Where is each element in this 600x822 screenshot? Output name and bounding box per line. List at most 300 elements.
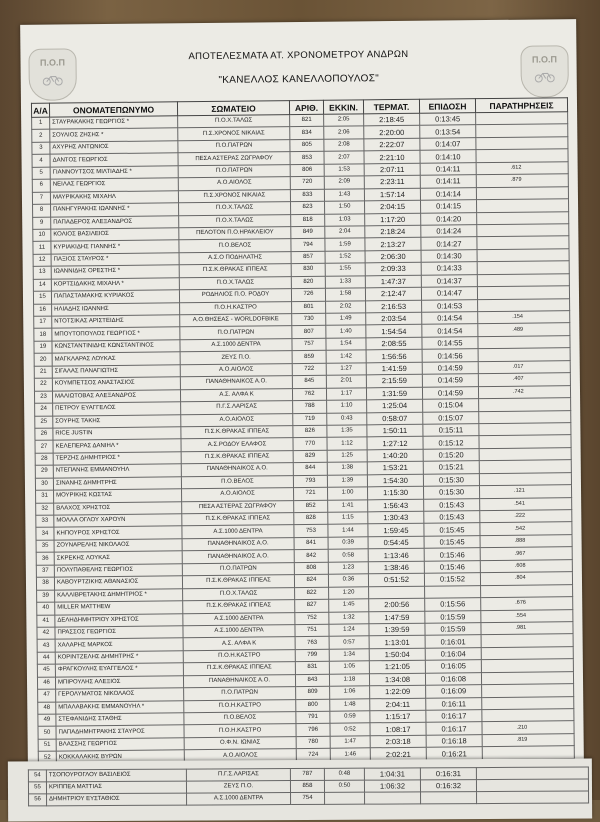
cell-club: Α.Ο.ΑΙΟΛΟΣ	[180, 363, 292, 377]
cell-time: 0:14:11	[420, 162, 476, 175]
cell-name: ΚΑΒΟΥΡΤΖΙΚΗΣ ΑΘΑΝΑΣΙΟΣ	[54, 576, 182, 590]
cell-notes	[476, 112, 568, 125]
cell-time: 0:16:32	[420, 780, 476, 792]
cell-notes: .121	[479, 485, 571, 498]
cell-notes: .612	[476, 161, 568, 174]
cell-start: 2:04	[325, 226, 365, 239]
cell-club: ΠΑΝΑΘΗΝΑΙΚΟΣ Α.Ο.	[181, 463, 293, 477]
cell-rank: 36	[36, 552, 54, 565]
cell-name: ΣΤΑΥΡΑΚΑΚΗΣ ΓΕΩΡΓΙΟΣ *	[50, 116, 178, 130]
cell-notes	[482, 696, 574, 709]
cell-name: ΑΧΥΡΗΣ ΑΝΤΩΝΙΟΣ	[50, 141, 178, 155]
cell-name: ΒΛΑΧΟΣ ΧΡΗΣΤΟΣ	[54, 501, 182, 515]
cell-rank: 26	[35, 428, 53, 441]
cell-notes	[478, 336, 570, 349]
cell-name: ΚΟΛΙΟΣ ΒΑΣΙΛΕΙΟΣ	[51, 228, 179, 242]
cell-notes	[482, 709, 574, 722]
cell-name: ΠΑΠΑΔΗΜΗΤΡΑΚΗΣ ΣΤΑΥΡΟΣ	[56, 725, 184, 739]
cell-name: ΜΠΑΛΑΒΑΚΗΣ ΕΜΜΑΝΟΥΗΛ *	[56, 700, 184, 714]
cell-time: 0:15:56	[425, 598, 481, 611]
cell-finish: 1:08:17	[370, 723, 426, 736]
cell-finish: 1:13:01	[369, 636, 425, 649]
cell-finish: 1:21:05	[369, 660, 425, 673]
cell-number: 807	[292, 326, 326, 339]
cell-club: ΠΕΛΟΤΟΝ Π.Ο.ΗΡΑΚΛΕΙΟΥ	[179, 227, 291, 241]
cell-time: 0:16:18	[426, 735, 482, 748]
cell-name: ΜΑΓΚΛΑΡΑΣ ΛΟΥΚΑΣ	[52, 352, 180, 366]
cell-club: Π.Ο.Η.ΚΑΣΤΡΟ	[180, 301, 292, 315]
cell-start: 1:18	[329, 673, 369, 686]
cell-number: 843	[295, 674, 329, 687]
cell-finish: 1:04:31	[364, 768, 420, 780]
cell-notes	[477, 791, 589, 804]
cell-club: ΠΑΝΑΘΗΝΑΙΚΟΣ Α.Ο.	[182, 550, 294, 564]
cell-start: 2:07	[324, 151, 364, 164]
cell-number: 808	[294, 562, 328, 575]
cell-number: 844	[293, 462, 327, 475]
cell-start: 1:55	[325, 263, 365, 276]
cell-club: Π.Σ.Κ.ΘΡΑΚΑΣ ΙΠΠΕΑΣ	[183, 662, 295, 676]
cell-club: Π.Ο.ΒΕΛΟΣ	[181, 475, 293, 489]
cell-name: ΜΠΙΡΟΥΛΗΣ ΑΛΕΞΙΟΣ	[55, 675, 183, 689]
cell-time: 0:14:15	[420, 200, 476, 213]
cell-finish: 1:06:32	[364, 780, 420, 792]
column-header: ΠΑΡΑΤΗΡΗΣΕΙΣ	[475, 98, 567, 113]
cell-time: 0:14:59	[422, 386, 478, 399]
cell-name: ΚΗΠΟΥΡΟΣ ΧΡΗΣΤΟΣ	[54, 526, 182, 540]
cell-notes	[476, 137, 568, 150]
cell-number: 828	[294, 512, 328, 525]
cell-time: 0:15:52	[424, 573, 480, 586]
cell-time: 0:16:17	[426, 710, 482, 723]
cell-notes	[476, 779, 588, 792]
cell-number: 720	[290, 176, 324, 189]
cell-start: 1:00	[328, 487, 368, 500]
cell-notes	[479, 423, 571, 436]
cell-start: 2:05	[324, 114, 364, 127]
cell-rank: 1	[32, 117, 50, 130]
cell-number: 754	[291, 792, 325, 804]
cell-name: ΠΑΝΗΓΥΡΑΚΗΣ ΙΩΑΝΝΗΣ *	[51, 203, 179, 217]
cell-time: 0:14:20	[421, 212, 477, 225]
cell-name: ΝΕΙΛΑΣ ΓΕΩΡΓΙΟΣ	[50, 178, 178, 192]
cell-notes: .676	[481, 597, 573, 610]
cell-finish: 1:15:30	[367, 486, 423, 499]
cell-club: Π.Γ.Σ.ΛΑΡΙΣΑΣ	[186, 769, 290, 782]
cell-finish: 2:16:53	[366, 300, 422, 313]
page-title: ΑΠΟΤΕΛΕΣΜΑΤΑ ΑΤ. ΧΡΟΝΟΜΕΤΡΟΥ ΑΝΔΡΩΝ	[188, 48, 409, 63]
cell-name: ΣΚΡΕΚΗΣ ΛΟΥΚΑΣ	[54, 551, 182, 565]
cell-notes	[476, 186, 568, 199]
cell-name: ΝΤΟΤΣΙΚΑΣ ΑΡΙΣΤΕΙΔΗΣ	[52, 315, 180, 329]
cell-name: ΧΑΛΑΡΗΣ ΜΑΡΚΟΣ	[55, 638, 183, 652]
cell-notes	[477, 211, 569, 224]
cell-rank: 33	[36, 515, 54, 528]
cell-rank: 34	[36, 528, 54, 541]
cell-time: 0:16:04	[425, 647, 481, 660]
cell-number: 857	[291, 251, 325, 264]
cell-name: ΠΑΠΑΔΕΡΟΣ ΑΛΕΞΑΝΔΡΟΣ	[51, 215, 179, 229]
cell-number: 799	[295, 649, 329, 662]
cell-club: Π.Σ.Κ.ΘΡΑΚΑΣ ΙΠΠΕΑΣ	[183, 600, 295, 614]
cell-start: 1:10	[327, 400, 367, 413]
cell-time: 0:14:37	[421, 274, 477, 287]
cell-notes	[482, 684, 574, 697]
cell-name: ΚΩΝΣΤΑΝΤΙΝΙΔΗΣ ΚΩΝΣΤΑΝΤΙΝΟΣ	[52, 340, 180, 354]
cell-club: Π.Ο.Χ.ΤΑΛΩΣ	[179, 202, 291, 216]
cell-start: 1:43	[324, 188, 364, 201]
cell-start: 0:48	[324, 768, 364, 780]
cell-rank: 24	[35, 403, 53, 416]
cell-notes	[479, 447, 571, 460]
cell-time: 0:15:46	[424, 560, 480, 573]
cell-rank: 37	[36, 565, 54, 578]
column-header: ΣΩΜΑΤΕΙΟ	[177, 101, 289, 116]
cell-start: 2:09	[324, 176, 364, 189]
cell-start: 0:59	[330, 711, 370, 724]
cell-notes	[477, 224, 569, 237]
cell-notes	[477, 286, 569, 299]
cell-rank: 38	[36, 577, 54, 590]
cell-notes	[477, 273, 569, 286]
cell-number: 824	[294, 574, 328, 587]
cell-finish: 0:54:45	[368, 536, 424, 549]
cell-time: 0:14:14	[420, 187, 476, 200]
cell-start: 1:17	[326, 387, 366, 400]
column-header: ΕΠΙΔΟΣΗ	[419, 99, 475, 114]
table-body-continued	[28, 767, 588, 806]
cell-club: Α.Σ. ΑΛΦΑ Κ	[180, 388, 292, 402]
cell-rank: 47	[38, 689, 56, 702]
cell-time: 0:14:59	[422, 374, 478, 387]
cell-finish: 2:18:24	[365, 225, 421, 238]
cell-club: Α.Ο.ΑΙΟΛΟΣ	[181, 413, 293, 427]
cell-time: 0:15:21	[423, 461, 479, 474]
cell-finish: 1:57:14	[364, 188, 420, 201]
cell-number: 793	[293, 475, 327, 488]
cell-club: ΠΑΝΑΘΗΝΑΙΚΟΣ Α.Ο.	[183, 674, 295, 688]
cell-rank: 52	[38, 751, 56, 764]
column-header: ΤΕΡΜΑΤ.	[363, 99, 419, 114]
cell-finish: 1:40:20	[367, 449, 423, 462]
cell-rank: 23	[34, 391, 52, 404]
cell-number: 829	[293, 450, 327, 463]
cell-time: 0:13:54	[420, 125, 476, 138]
cell-time: 0:14:07	[420, 138, 476, 151]
cell-start: 1:44	[328, 524, 368, 537]
cell-rank: 17	[34, 316, 52, 329]
cell-notes	[479, 435, 571, 448]
cell-time: 0:16:08	[425, 672, 481, 685]
cell-notes	[476, 767, 588, 780]
cell-club: Π.Σ.ΧΡΟΝΟΣ ΝΙΚΑΙΑΣ	[178, 189, 290, 203]
cell-rank: 25	[35, 416, 53, 429]
cell-number: 796	[296, 724, 330, 737]
cell-rank: 3	[32, 142, 50, 155]
cell-rank: 51	[38, 739, 56, 752]
cell-club: ΠΑΝΑΘΗΝΑΙΚΟΣ Α.Ο.	[180, 376, 292, 390]
cell-notes: .967	[480, 547, 572, 560]
cell-club: Π.Σ.Κ.ΘΡΑΚΑΣ ΙΠΠΕΑΣ	[181, 450, 293, 464]
cell-finish: 1:38:46	[368, 561, 424, 574]
cell-start: 1:38	[327, 462, 367, 475]
cell-finish: 1:54:54	[366, 325, 422, 338]
cell-finish: 2:22:07	[364, 138, 420, 151]
cell-name: MILLER MATTHEW	[55, 601, 183, 615]
cell-rank: 9	[33, 217, 51, 230]
cell-start: 1:39	[327, 475, 367, 488]
cell-rank: 27	[35, 440, 53, 453]
cell-start: 2:01	[326, 375, 366, 388]
cell-time: 0:14:30	[421, 249, 477, 262]
cell-rank: 10	[33, 229, 51, 242]
cell-start: 1:20	[329, 586, 369, 599]
cell-name: ΚΥΡΙΑΚΙΔΗΣ ΓΙΑΝΝΗΣ *	[51, 240, 179, 254]
cell-notes	[477, 261, 569, 274]
cell-club: Π.Ο.ΒΕΛΟΣ	[184, 712, 296, 726]
cell-start: 1:40	[326, 325, 366, 338]
cell-time: 0:15:20	[423, 448, 479, 461]
cell-time: 0:14:27	[421, 237, 477, 250]
cell-name: RICE JUSTIN	[53, 427, 181, 441]
cell-finish: 1:50:11	[367, 424, 423, 437]
cell-name: ΙΩΑΝΝΙΔΗΣ ΟΡΕΣΤΗΣ *	[51, 265, 179, 279]
cell-start: 1:59	[325, 238, 365, 251]
cell-club: Π.Ο.Η.ΚΑΣΤΡΟ	[184, 699, 296, 713]
cell-rank: 13	[33, 266, 51, 279]
cell-finish: 2:09:33	[365, 262, 421, 275]
cell-name: ΚΟΡΙΝΤΖΕΛΗΣ ΔΗΜΗΤΡΗΣ *	[55, 651, 183, 665]
cell-time: 0:15:07	[423, 411, 479, 424]
cell-club: Π.Σ.ΧΡΟΝΟΣ ΝΙΚΑΙΑΣ	[178, 127, 290, 141]
cell-start: 1:45	[329, 599, 369, 612]
cell-time: 0:16:05	[425, 660, 481, 673]
cell-finish: 2:03:18	[370, 735, 426, 748]
cell-time: 0:16:31	[420, 768, 476, 780]
column-header: ΕΚΚΙΝ.	[323, 100, 363, 114]
cell-number: 787	[290, 768, 324, 780]
cell-time: 0:14:11	[420, 175, 476, 188]
cell-club: Α.Σ.1000 ΔΕΝΤΡΑ	[187, 793, 291, 806]
cell-time: 0:15:59	[425, 623, 481, 636]
cell-start: 1:54	[326, 338, 366, 351]
cell-start: 1:27	[326, 363, 366, 376]
cell-finish	[369, 586, 425, 599]
cell-number: 821	[290, 114, 324, 127]
cell-club: Π.Ο.Χ.ΤΑΛΩΣ	[179, 214, 291, 228]
cell-notes: .742	[478, 385, 570, 398]
cell-finish: 2:07:11	[364, 163, 420, 176]
cell-notes	[476, 149, 568, 162]
cell-name: ΜΟΛΛΑ ΟΓΛΟΥ ΧΑΡΟΥΝ	[54, 514, 182, 528]
cell-rank: 5	[32, 167, 50, 180]
cell-club: Π.Γ.Σ.ΛΑΡΙΣΑΣ	[181, 401, 293, 415]
cell-club: ΠΕΣΑ ΑΣΤΕΡΑΣ ΖΩΓΡΑΦΟΥ	[178, 152, 290, 166]
cell-notes	[476, 199, 568, 212]
cell-finish: 1:17:20	[365, 213, 421, 226]
cell-finish: 1:34:08	[369, 673, 425, 686]
cell-rank: 50	[38, 727, 56, 740]
cell-rank: 2	[32, 130, 50, 143]
cell-notes: .888	[480, 535, 572, 548]
cell-time: 0:14:55	[422, 337, 478, 350]
cell-number: 852	[294, 500, 328, 513]
cell-rank: 46	[37, 677, 55, 690]
cell-name: ΜΠΟΥΤΟΠΟΥΛΟΣ ΓΕΩΡΓΙΟΣ *	[52, 327, 180, 341]
cell-number: 757	[292, 338, 326, 351]
cell-number: 721	[294, 487, 328, 500]
cell-time: 0:14:24	[421, 225, 477, 238]
cell-start: 0:39	[328, 537, 368, 550]
cell-name: ΚΟΥΜΠΕΤΣΟΣ ΑΝΑΣΤΑΣΙΟΣ	[52, 377, 180, 391]
cell-notes	[482, 746, 574, 759]
cell-club: Π.Ο.ΒΕΛΟΣ	[179, 239, 291, 253]
cell-notes: .489	[478, 323, 570, 336]
results-table-continued	[28, 766, 589, 806]
cell-notes	[481, 659, 573, 672]
cell-notes: .819	[482, 734, 574, 747]
cell-notes	[481, 646, 573, 659]
cell-start: 0:43	[327, 412, 367, 425]
cell-finish: 2:00:56	[369, 598, 425, 611]
cell-start: 1:47	[330, 736, 370, 749]
cell-notes	[478, 298, 570, 311]
cell-number: 788	[293, 400, 327, 413]
cell-time: 0:15:30	[423, 486, 479, 499]
cell-name: ΣΤΕΦΑΝΙΔΗΣ ΣΤΑΘΗΣ	[56, 713, 184, 727]
cell-name: ΜΟΥΡΙΚΗΣ ΚΩΣΤΑΣ	[54, 489, 182, 503]
cell-finish: 2:04:15	[365, 200, 421, 213]
cell-number: 845	[292, 375, 326, 388]
cell-name: ΚΑΛΛΙΒΡΕΤΑΚΗΣ ΔΗΜΗΤΡΙΟΣ *	[55, 588, 183, 602]
cell-number: 806	[290, 164, 324, 177]
cell-finish: 1:56:56	[366, 350, 422, 363]
cell-time: 0:14:53	[422, 299, 478, 312]
cell-finish: 1:53:21	[367, 461, 423, 474]
cell-rank: 41	[37, 615, 55, 628]
cell-name: ΖΟΥΝΑΡΕΛΗΣ ΝΙΚΟΛΑΟΣ	[54, 539, 182, 553]
cell-finish: 1:47:59	[369, 611, 425, 624]
cell-start: 0:50	[324, 780, 364, 792]
cell-start: 1:15	[328, 512, 368, 525]
cell-finish: 2:02:21	[370, 748, 426, 761]
cell-club: Π.Ο.ΠΑΤΡΩΝ	[182, 562, 294, 576]
cell-time: 0:14:10	[420, 150, 476, 163]
cell-finish: 1:41:59	[366, 362, 422, 375]
cell-rank: 29	[35, 465, 53, 478]
cell-name: ΓΕΡΟΛΥΜΑΤΟΣ ΝΙΚΟΛΑΟΣ	[56, 688, 184, 702]
cell-number: 823	[291, 201, 325, 214]
cell-time: 0:16:21	[426, 747, 482, 760]
cell-number: 794	[291, 239, 325, 252]
cell-number: 826	[293, 425, 327, 438]
cell-name: ΠΕΤΡΟΥ ΕΥΑΓΓΕΛΟΣ	[53, 402, 181, 416]
cell-notes	[477, 236, 569, 249]
cell-name: ΠΑΞΙΟΣ ΣΤΑΥΡΟΣ *	[51, 253, 179, 267]
cell-club: ΖΕΥΣ Π.Ο.	[180, 351, 292, 365]
results-table	[31, 97, 575, 777]
table-row	[29, 791, 589, 806]
cell-start: 1:12	[327, 437, 367, 450]
cell-start: 1:33	[325, 276, 365, 289]
cell-number: 820	[291, 276, 325, 289]
cell-finish: 2:13:27	[365, 238, 421, 251]
cell-name: ΜΑΥΡΙΚΑΚΗΣ ΜΙΧΑΗΛ	[50, 190, 178, 204]
cell-time: 0:15:12	[423, 436, 479, 449]
cell-rank: 11	[33, 241, 51, 254]
column-header: ΟΝΟΜΑΤΕΠΩΝΥΜΟ	[49, 102, 177, 117]
cell-notes: .608	[480, 559, 572, 572]
cell-name: ΚΟΚΚΑΛΑΚΗΣ ΒΥΡΩΝ	[56, 750, 184, 764]
cell-notes: .154	[478, 311, 570, 324]
cell-time: 0:14:59	[422, 361, 478, 374]
cell-club: Α.Σ.1000 ΔΕΝΤΡΑ	[183, 612, 295, 626]
cell-start: 1:58	[325, 288, 365, 301]
cell-number: 818	[291, 214, 325, 227]
cell-number: 842	[294, 550, 328, 563]
cell-club: Α.Ο.ΑΙΟΛΟΣ	[178, 177, 290, 191]
cell-notes	[479, 460, 571, 473]
cell-number: 830	[291, 264, 325, 277]
cell-finish: 2:21:10	[364, 151, 420, 164]
cell-rank: 39	[37, 590, 55, 603]
cell-club: Π.Σ.Κ.ΘΡΑΚΑΣ ΙΠΠΕΑΣ	[181, 426, 293, 440]
cell-name: ΚΟΡΤΣΙΔΑΚΗΣ ΜΙΧΑΗΛ *	[51, 277, 179, 291]
cell-start: 1:03	[325, 213, 365, 226]
cell-start: 1:52	[325, 251, 365, 264]
cell-finish: 2:15:59	[366, 374, 422, 387]
cell-notes: .541	[480, 497, 572, 510]
cell-finish: 0:51:52	[368, 573, 424, 586]
cell-notes	[476, 124, 568, 137]
cell-rank: 48	[38, 702, 56, 715]
cell-time: 0:15:11	[423, 424, 479, 437]
cell-start: 1:50	[325, 201, 365, 214]
cell-start: 1:53	[324, 164, 364, 177]
cell-time: 0:15:43	[424, 511, 480, 524]
cell-number: 831	[295, 661, 329, 674]
cell-number: 753	[294, 525, 328, 538]
cell-finish: 1:25:04	[367, 399, 423, 412]
cell-number: 805	[290, 139, 324, 152]
cell-finish: 1:54:30	[367, 474, 423, 487]
cell-notes	[478, 348, 570, 361]
cell-finish: 1:59:45	[368, 524, 424, 537]
cell-club: Π.Ο.Χ.ΤΑΛΩΣ	[183, 587, 295, 601]
cell-start: 1:06	[330, 686, 370, 699]
cell-finish: 2:06:30	[365, 250, 421, 263]
cell-time: 0:14:33	[421, 262, 477, 275]
cell-name: ΜΑΛΙΩΤΟΒΑΣ ΑΛΕΞΑΝΔΡΟΣ	[52, 389, 180, 403]
cell-rank: 6	[32, 179, 50, 192]
cell-start: 0:52	[330, 723, 370, 736]
cell-club: Π.Ο.ΠΑΤΡΩΝ	[178, 139, 290, 153]
cell-rank: 45	[37, 664, 55, 677]
cell-time: 0:15:45	[424, 523, 480, 536]
cell-notes: .407	[478, 373, 570, 386]
cell-time: 0:15:04	[423, 399, 479, 412]
cell-rank: 56	[29, 794, 47, 806]
cell-name: ΠΟΛΥΠΑΘΕΛΗΣ ΓΕΩΡΓΙΟΣ	[54, 564, 182, 578]
cell-rank: 18	[34, 329, 52, 342]
cell-start: 2:08	[324, 139, 364, 152]
cell-number: 763	[295, 637, 329, 650]
cell-rank: 32	[36, 503, 54, 516]
column-header: ΑΡΙΘ.	[289, 100, 323, 114]
cell-time	[425, 585, 481, 598]
logo-text: Π.Ο.Π	[39, 57, 66, 68]
cell-time: 0:14:47	[421, 287, 477, 300]
